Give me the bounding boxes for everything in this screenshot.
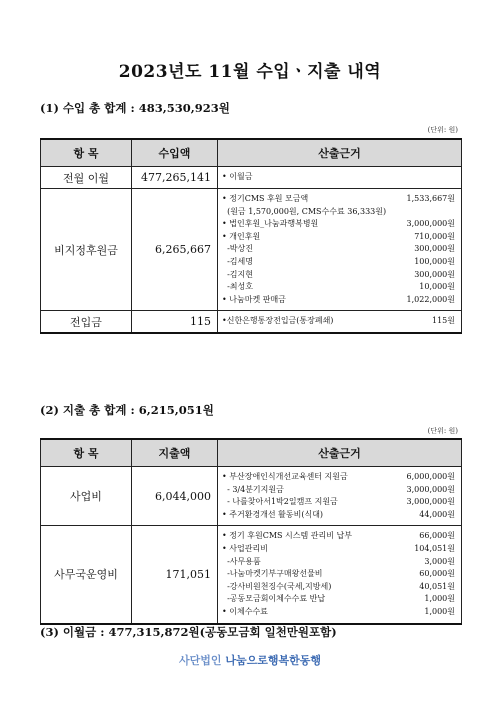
basis-amount: 710,000원 [414,231,455,241]
basis-amount: 1,533,667원 [406,194,455,203]
basis-amount: 40,051원 [419,581,455,591]
table-row [41,167,462,189]
table-row [41,467,462,526]
income-unit: (단위: 원) [427,126,458,134]
basis-text: -최성호 [222,282,253,292]
basis-text: • 개인후원 [222,231,261,241]
basis-amount: 104,051원 [414,543,455,553]
row-amount: 171,051 [132,526,218,624]
basis-amount: 3,000원 [424,556,455,566]
row-basis [218,467,462,526]
basis-text: -강사비원천징수(국세,지방세) [222,581,332,591]
basis-line [218,581,461,594]
basis-line [218,171,461,184]
basis-text: • 부산장애인식개선교육센터 지원금 [222,472,348,481]
row-basis [218,167,462,189]
basis-text: • 주거환경개선 활동비(식대) [222,509,324,519]
basis-line [218,281,461,294]
row-item: 사업비 [41,467,132,526]
basis-amount: 1,000원 [424,594,455,604]
basis-amount: 300,000원 [414,269,455,279]
basis-text: -나눔마켓기부구매왕선물비 [222,569,323,579]
row-amount: 115 [132,311,218,333]
table-row [41,189,462,311]
row-amount: 477,265,141 [132,167,218,189]
basis-line [218,530,461,543]
table-row [41,311,462,333]
basis-line [218,243,461,256]
basis-line [218,256,461,269]
organization-footer [0,652,500,668]
basis-text: • 이월금 [222,172,253,182]
row-basis [218,189,462,311]
basis-text: (원금 1,570,000원, CMS수수료 36,333원) [222,206,387,216]
footer-prefix: 사단법인 [179,654,226,667]
basis-line [218,606,461,619]
basis-text: -공동모금회이체수수료 반납 [222,594,326,604]
basis-text: -김지현 [222,269,253,279]
basis-line [218,484,461,497]
basis-amount: 300,000원 [414,244,455,254]
basis-amount: 3,000,000원 [406,484,455,494]
basis-line [218,315,461,328]
basis-amount: 6,000,000원 [406,472,455,481]
basis-text: • 법인후원_나눔과행복병원 [222,219,319,229]
basis-text: • 정기CMS 후원 모금액 [222,194,309,203]
col-header-amount: 수입액 [132,139,218,167]
basis-line [218,556,461,569]
row-item: 비지정후원금 [41,189,132,311]
basis-amount: 1,000원 [424,606,455,616]
basis-line [218,543,461,556]
basis-line [218,568,461,581]
basis-line [218,471,461,484]
balance-summary: (3) 이월금 : 477,315,872원(공동모금회 일천만원포함) [40,625,337,639]
basis-text: • 이체수수료 [222,606,268,616]
basis-amount: 3,000,000원 [406,219,455,229]
row-item: 전입금 [41,311,132,333]
basis-text: •신한은행통장전입금(통장폐쇄) [222,316,334,326]
basis-line [218,206,461,219]
basis-amount: 3,000,000원 [406,497,455,507]
basis-text: - 나를찾아서1박2일캠프 지원금 [222,497,338,507]
income-heading: (1) 수입 총 합계 : 483,530,923원 [40,101,230,115]
basis-line [218,231,461,244]
col-header-basis: 산출근거 [218,139,462,167]
table-row [41,526,462,624]
basis-line [218,294,461,307]
basis-text: -사무용품 [222,556,261,566]
basis-line [218,218,461,231]
col-header-item: 항 목 [41,139,132,167]
document-title: 2023년도 11월 수입ㆍ지출 내역 [118,62,382,82]
basis-amount: 1,022,000원 [406,294,455,304]
basis-text: -김세명 [222,256,253,266]
basis-line [218,193,461,206]
basis-text: - 3/4분기지원금 [222,484,284,494]
basis-text: • 나눔마켓 판매금 [222,294,286,304]
basis-amount: 60,000원 [419,569,455,579]
income-table [40,138,462,334]
row-item: 사무국운영비 [41,526,132,624]
row-basis [218,526,462,624]
footer-org-name: 나눔으로행복한동행 [225,654,321,667]
basis-line [218,509,461,522]
basis-line [218,593,461,606]
col-header-item: 항 목 [41,439,132,467]
basis-amount: 44,000원 [419,509,455,519]
row-amount: 6,265,667 [132,189,218,311]
col-header-basis: 산출근거 [218,439,462,467]
row-amount: 6,044,000 [132,467,218,526]
row-item: 전월 이월 [41,167,132,189]
expense-heading: (2) 지출 총 합계 : 6,215,051원 [40,403,214,417]
basis-amount: 115원 [432,316,455,326]
col-header-amount: 지출액 [132,439,218,467]
basis-amount: 10,000원 [419,282,455,292]
basis-line [218,496,461,509]
basis-amount: 66,000원 [419,531,455,541]
row-basis [218,311,462,333]
basis-text: -박상진 [222,244,253,254]
basis-line [218,269,461,282]
basis-text: • 정기 후원CMS 시스템 관리비 납부 [222,531,352,541]
expense-unit: (단위: 원) [427,427,458,435]
expense-table [40,438,462,625]
basis-amount: 100,000원 [414,256,455,266]
basis-text: • 사업관리비 [222,543,268,553]
